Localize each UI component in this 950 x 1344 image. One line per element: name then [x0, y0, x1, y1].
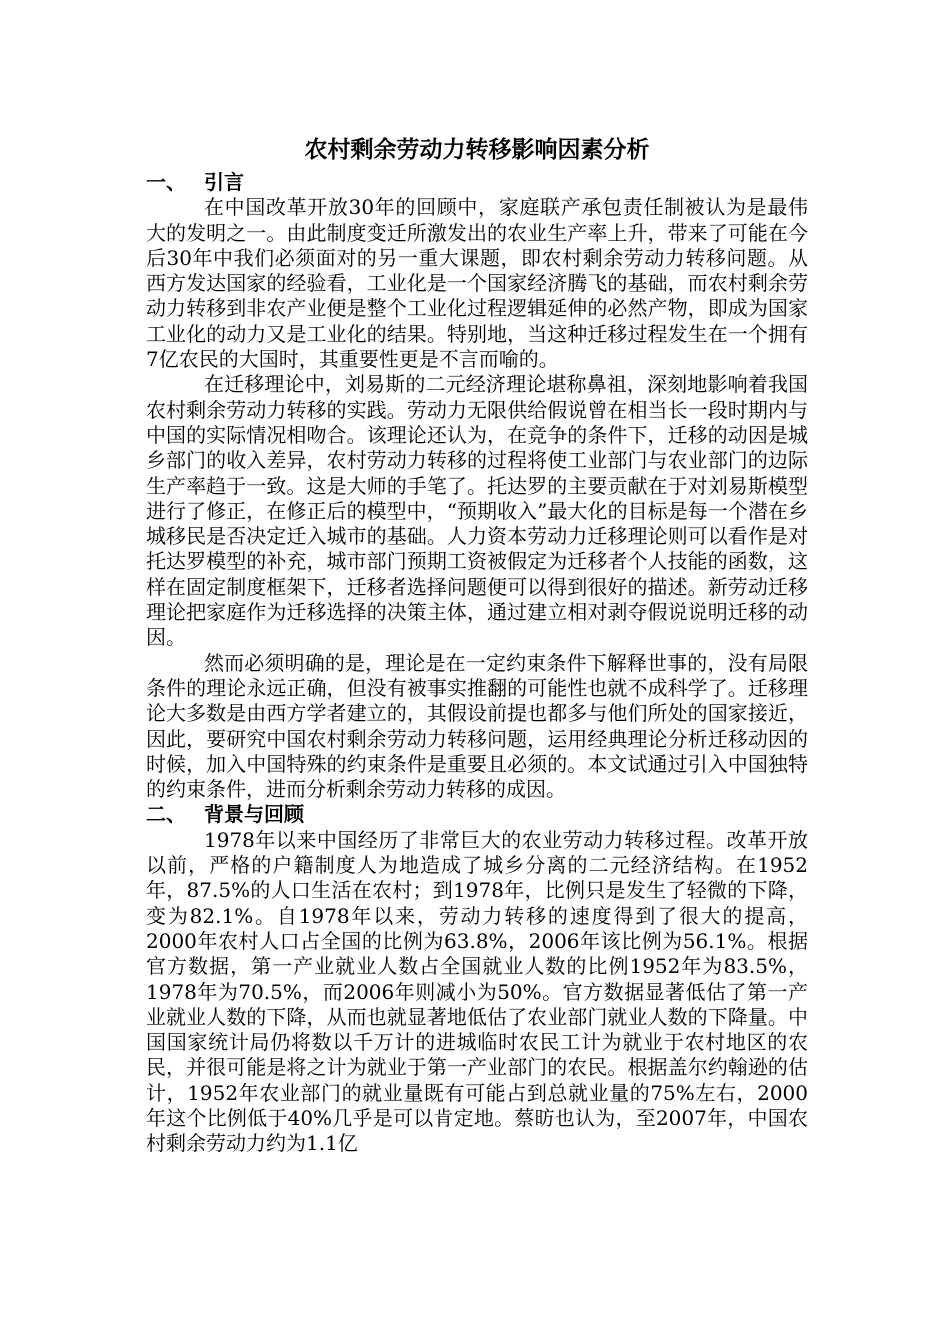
- paragraph: 1978年以来中国经历了非常巨大的农业劳动力转移过程。改革开放以前，严格的户籍制度人为地造成了城乡分离的二元经济结构。在1952年，87.5%的人口生活在农村；到1978年，比例只是发生了轻微的下降，变为82.1%。自1978年以来，劳动力转移的速度得到了很大的提高，2000年农村人口占全国的比例为63.8%，2006年该比例为56.1%。根据官方数据，第一产业就业人数占全国就业人数的比例1952年为83.5%，1978年为70.5%，而2006年则减小为50%。官方数据显著低估了第一产业就业人数的下降，从而也就显著地低估了农业部门就业人数的下降量。中国国家统计局仍将数以千万计的进城临时农民工计为就业于农村地区的农民，并很可能是将之计为就业于第一产业部门的农民。根据盖尔约翰逊的估计，1952年农业部门的就业量既有可能占到总就业量的75%左右，2000年这个比例低于40%几乎是可以肯定地。蔡昉也认为，至2007年，中国农村剩余劳动力约为1.1亿: [146, 827, 808, 1156]
- section-number: 二、: [146, 802, 186, 827]
- section-heading: [146, 802, 808, 827]
- document-page: [146, 130, 808, 1157]
- document-title: 农村剩余劳动力转移影响因素分析: [304, 137, 650, 163]
- paragraph: 在中国改革开放30年的回顾中，家庭联产承包责任制被认为是最伟大的发明之一。由此制度变迁所激发出的农业生产率上升，带来了可能在今后30年中我们必须面对的另一重大课题，即农村剩余劳动力转移问题。从西方发达国家的经验看，工业化是一个国家经济腾飞的基础，而农村剩余劳动力转移到非农产业便是整个工业化过程逻辑延伸的必然产物，即成为国家工业化的动力又是工业化的结果。特别地，当这种迁移过程发生在一个拥有7亿农民的大国时，其重要性更是不言而喻的。: [146, 195, 808, 372]
- section-title: 引言: [204, 170, 244, 194]
- paragraph: 在迁移理论中，刘易斯的二元经济理论堪称鼻祖，深刻地影响着我国农村剩余劳动力转移的实践。劳动力无限供给假说曾在相当长一段时期内与中国的实际情况相吻合。该理论还认为，在竞争的条件下，迁移的动因是城乡部门的收入差异，农村劳动力转移的过程将使工业部门与农业部门的边际生产率趋于一致。这是大师的手笔了。托达罗的主要贡献在于对刘易斯模型进行了修正，在修正后的模型中，“预期收入”最大化的目标是每一个潜在乡城移民是否决定迁入城市的基础。人力资本劳动力迁移理论则可以看作是对托达罗模型的补充，城市部门预期工资被假定为迁移者个人技能的函数，这样在固定制度框架下，迁移者选择问题便可以得到很好的描述。新劳动迁移理论把家庭作为迁移选择的决策主体，通过建立相对剥夺假说说明迁移的动因。: [146, 372, 808, 650]
- section-title: 背景与回顾: [204, 802, 304, 827]
- section-number: 一、: [146, 170, 186, 194]
- section-heading: [146, 170, 808, 195]
- paragraph: 然而必须明确的是，理论是在一定约束条件下解释世事的，没有局限条件的理论永远正确，但没有被事实推翻的可能性也就不成科学了。迁移理论大多数是由西方学者建立的，其假设前提也都多与他们所处的国家接近，因此，要研究中国农村剩余劳动力转移问题，运用经典理论分析迁移动因的时候，加入中国特殊的约束条件是重要且必须的。本文试通过引入中国独特的约束条件，进而分析剩余劳动力转移的成因。: [146, 650, 808, 802]
